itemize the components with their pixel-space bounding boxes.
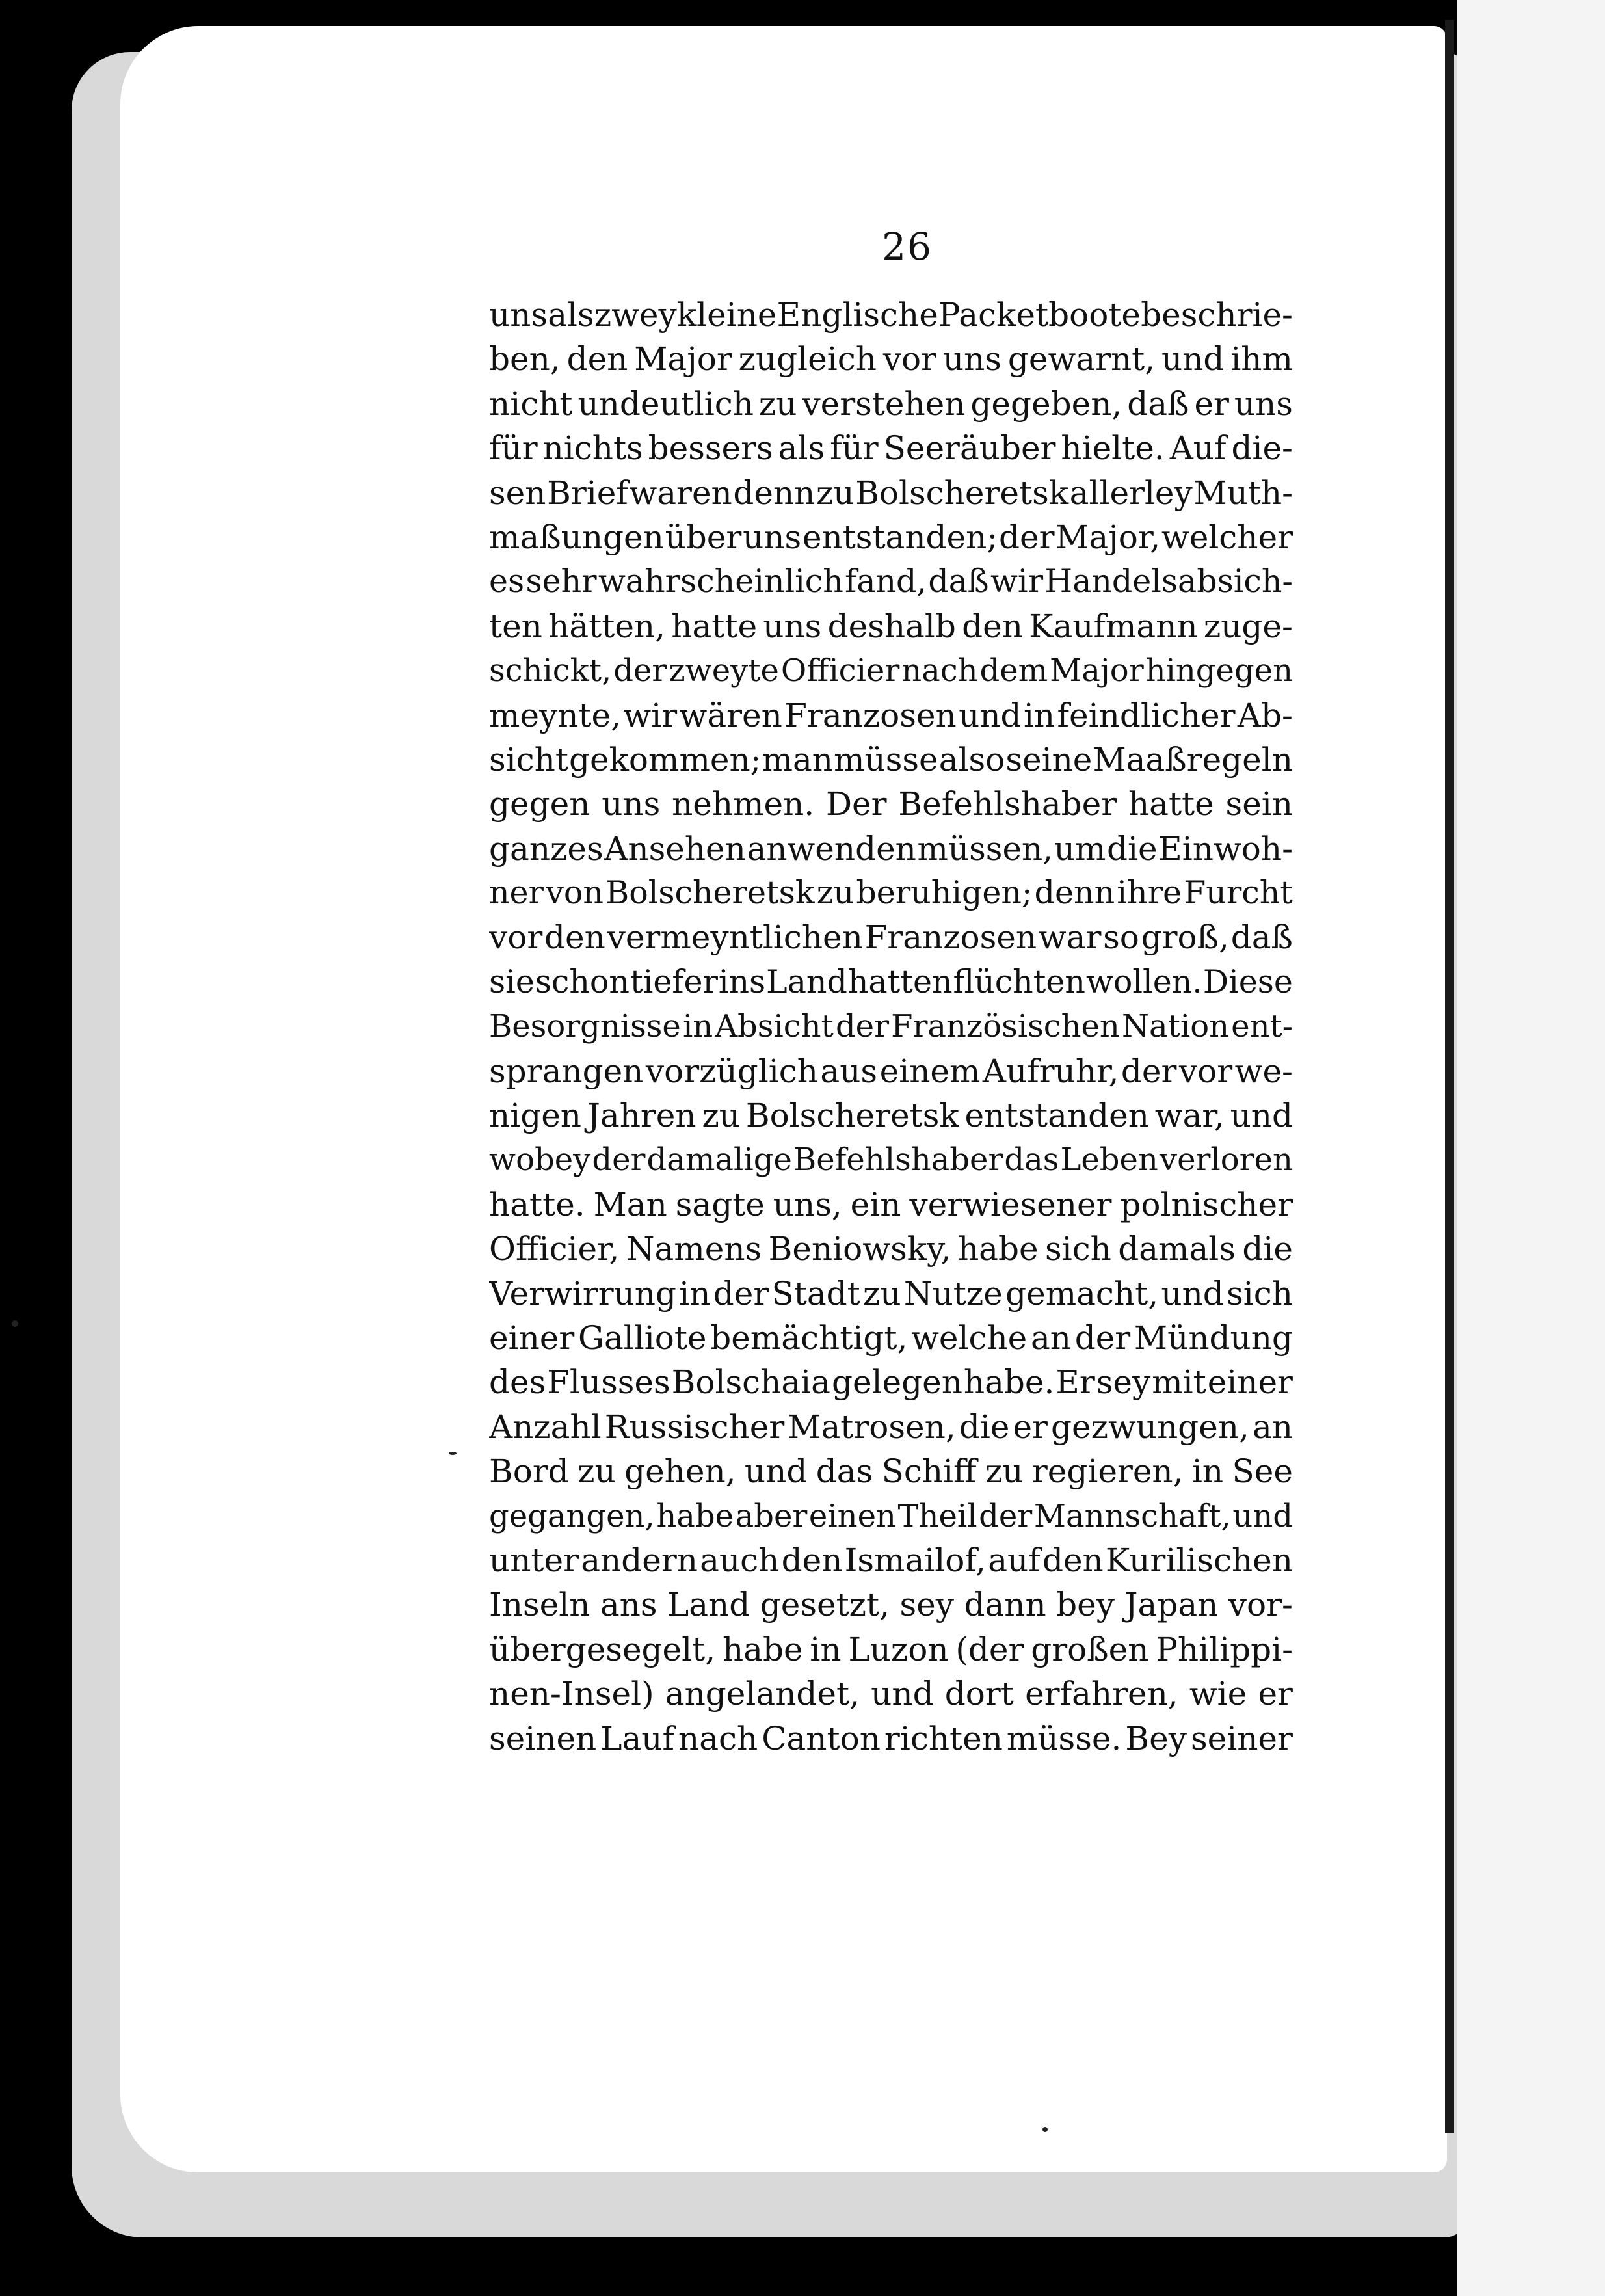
text-line: hatte. Man sagte uns, ein verwiesener polnischer bbox=[489, 1185, 1293, 1223]
body-text bbox=[489, 293, 1293, 1761]
text-line: Inseln ans Land gesetzt, sey dann bey Japan vor- bbox=[489, 1586, 1293, 1624]
text-line: sprangen vorzüglich aus einem Aufruhr, der vor we- bbox=[489, 1052, 1293, 1090]
page-number: 26 bbox=[882, 224, 933, 269]
text-line: ganzes Ansehen anwenden müssen, um die Einwoh- bbox=[489, 829, 1293, 868]
ink-speck bbox=[449, 1452, 457, 1455]
text-line: vor den vermeyntlichen Franzosen war so groß, daß bbox=[489, 918, 1293, 957]
text-line: unter andern auch den Ismailof, auf den Kurilischen bbox=[489, 1541, 1293, 1579]
text-line: ten hätten, hatte uns deshalb den Kaufmann zuge- bbox=[489, 607, 1293, 645]
text-line: schickt, der zweyte Officier nach dem Major hingegen bbox=[489, 652, 1293, 689]
text-line: Anzahl Russischer Matrosen, die er gezwungen, an bbox=[489, 1408, 1293, 1446]
text-line: Besorgnisse in Absicht der Französischen Nation ent- bbox=[489, 1008, 1293, 1045]
text-line: nicht undeutlich zu verstehen gegeben, daß er uns bbox=[489, 384, 1293, 423]
text-line: gegen uns nehmen. Der Befehlshaber hatte sein bbox=[489, 785, 1293, 823]
text-line: maßungen über uns entstanden; der Major, welcher bbox=[489, 518, 1293, 556]
text-line: ben, den Major zugleich vor uns gewarnt, und ihm bbox=[489, 340, 1293, 379]
page-gutter bbox=[1445, 20, 1454, 2133]
text-line: sie schon tiefer ins Land hatten flüchten wollen. Diese bbox=[489, 963, 1293, 1000]
text-line: sicht gekommen; man müsse also seine Maaßregeln bbox=[489, 740, 1293, 779]
text-line: meynte, wir wären Franzosen und in feindlicher Ab- bbox=[489, 696, 1293, 734]
text-line: für nichts bessers als für Seeräuber hielte. Auf die- bbox=[489, 429, 1293, 468]
text-line: nigen Jahren zu Bolscheretsk entstanden war, und bbox=[489, 1097, 1293, 1135]
text-line: Verwirrung in der Stadt zu Nutze gemacht, und sich bbox=[489, 1274, 1293, 1313]
text-line: uns als zwey kleine Englische Packetboote beschrie- bbox=[489, 296, 1293, 334]
text-line: einer Galliote bemächtigt, welche an der Mündung bbox=[489, 1318, 1293, 1357]
text-line: seinen Lauf nach Canton richten müsse. Bey seiner bbox=[489, 1719, 1293, 1757]
text-line: übergesegelt, habe in Luzon (der großen Philippi- bbox=[489, 1630, 1293, 1668]
ink-speck bbox=[12, 1320, 18, 1327]
text-line: des Flusses Bolschaia gelegen habe. Er sey mit einer bbox=[489, 1363, 1293, 1402]
text-line: ner von Bolscheretsk zu beruhigen; denn ihre Furcht bbox=[489, 874, 1293, 912]
text-line: es sehr wahrscheinlich fand, daß wir Handelsabsich- bbox=[489, 563, 1293, 600]
text-line: Bord zu gehen, und das Schiff zu regieren, in See bbox=[489, 1452, 1293, 1491]
text-line: Officier, Namens Beniowsky, habe sich damals die bbox=[489, 1230, 1293, 1268]
text-line: nen-Insel) angelandet, und dort erfahren, wie er bbox=[489, 1675, 1293, 1713]
next-page-strip bbox=[1457, 0, 1605, 2296]
text-line: gegangen, habe aber einen Theil der Mannschaft, und bbox=[489, 1497, 1293, 1534]
ink-speck bbox=[1042, 2127, 1048, 2132]
text-line: wobey der damalige Befehlshaber das Leben verloren bbox=[489, 1141, 1293, 1179]
text-line: sen Brief waren denn zu Bolscheretsk allerley Muth- bbox=[489, 474, 1293, 512]
